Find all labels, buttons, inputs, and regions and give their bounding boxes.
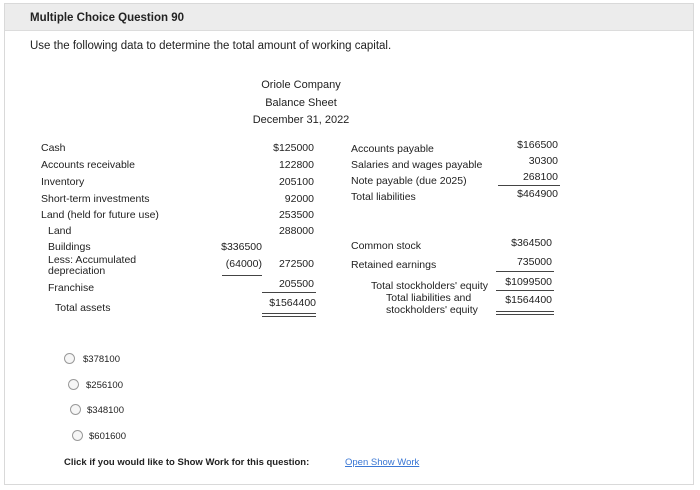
land-value: 288000 [278, 225, 314, 237]
total-equity-underline [496, 290, 554, 291]
common-stock-label: Common stock [351, 240, 422, 252]
cash-label: Cash [41, 142, 66, 154]
salaries-payable-label: Salaries and wages payable [351, 159, 483, 171]
option-1-label[interactable]: $378100 [83, 354, 120, 365]
common-stock-value: $364500 [511, 237, 552, 249]
option-1-radio[interactable] [64, 353, 75, 364]
inventory-value: 205100 [278, 176, 314, 188]
land-label: Land [48, 225, 72, 237]
option-4-radio[interactable] [72, 430, 83, 441]
cash-value: $125000 [273, 142, 314, 154]
land-future-label: Land (held for future use) [41, 209, 159, 221]
question-title: Multiple Choice Question 90 [30, 12, 184, 24]
total-liabilities-label: Total liabilities [351, 191, 416, 203]
total-assets-double-underline [262, 313, 316, 317]
accounts-payable-value: $166500 [517, 139, 558, 151]
statement-name: Balance Sheet [265, 97, 337, 109]
total-equity-label: Total stockholders' equity [371, 280, 488, 292]
show-work-prompt: Click if you would like to Show Work for this question: [64, 457, 310, 468]
retained-earnings-label: Retained earnings [351, 259, 437, 271]
total-assets-value: $1564400 [269, 297, 316, 309]
option-2-radio[interactable] [68, 379, 79, 390]
franchise-underline [262, 292, 316, 293]
short-term-investments-value: 92000 [284, 193, 314, 205]
retained-earnings-value: 735000 [516, 256, 552, 268]
option-3-radio[interactable] [70, 404, 81, 415]
buildings-gross-value: $336500 [221, 241, 262, 253]
total-equity-value: $1099500 [505, 276, 552, 288]
buildings-net-value: 272500 [278, 258, 314, 270]
accum-dep-label: Less: Accumulated depreciation [48, 254, 137, 277]
open-show-work-link[interactable]: Open Show Work [345, 457, 420, 468]
note-payable-value: 268100 [522, 171, 558, 183]
note-payable-underline [498, 185, 560, 186]
short-term-investments-label: Short-term investments [41, 193, 150, 205]
franchise-label: Franchise [48, 282, 95, 294]
company-name: Oriole Company [261, 79, 341, 91]
franchise-value: 205500 [278, 278, 314, 290]
total-liabilities-value: $464900 [517, 188, 558, 200]
retained-earnings-underline [496, 271, 554, 272]
accounts-receivable-label: Accounts receivable [41, 159, 135, 171]
inventory-label: Inventory [41, 176, 85, 188]
option-2-label[interactable]: $256100 [86, 380, 123, 391]
accounts-receivable-value: 122800 [278, 159, 314, 171]
total-le-double-underline [496, 311, 554, 315]
total-le-label-line1: Total liabilities and [386, 292, 472, 304]
land-future-value: 253500 [278, 209, 314, 221]
total-assets-label: Total assets [55, 302, 111, 314]
question-prompt: Use the following data to determine the total amount of working capital. [30, 40, 392, 52]
option-4-label[interactable]: $601600 [89, 431, 126, 442]
buildings-label: Buildings [48, 241, 91, 253]
statement-date: December 31, 2022 [252, 114, 350, 126]
accounts-payable-label: Accounts payable [351, 143, 434, 155]
total-le-value: $1564400 [505, 294, 552, 306]
accum-dep-value: (64000) [225, 258, 262, 270]
total-le-label-line2: stockholders' equity [386, 304, 478, 316]
note-payable-label: Note payable (due 2025) [351, 175, 467, 187]
salaries-payable-value: 30300 [528, 155, 558, 167]
accum-dep-underline [222, 275, 262, 276]
option-3-label[interactable]: $348100 [87, 405, 124, 416]
